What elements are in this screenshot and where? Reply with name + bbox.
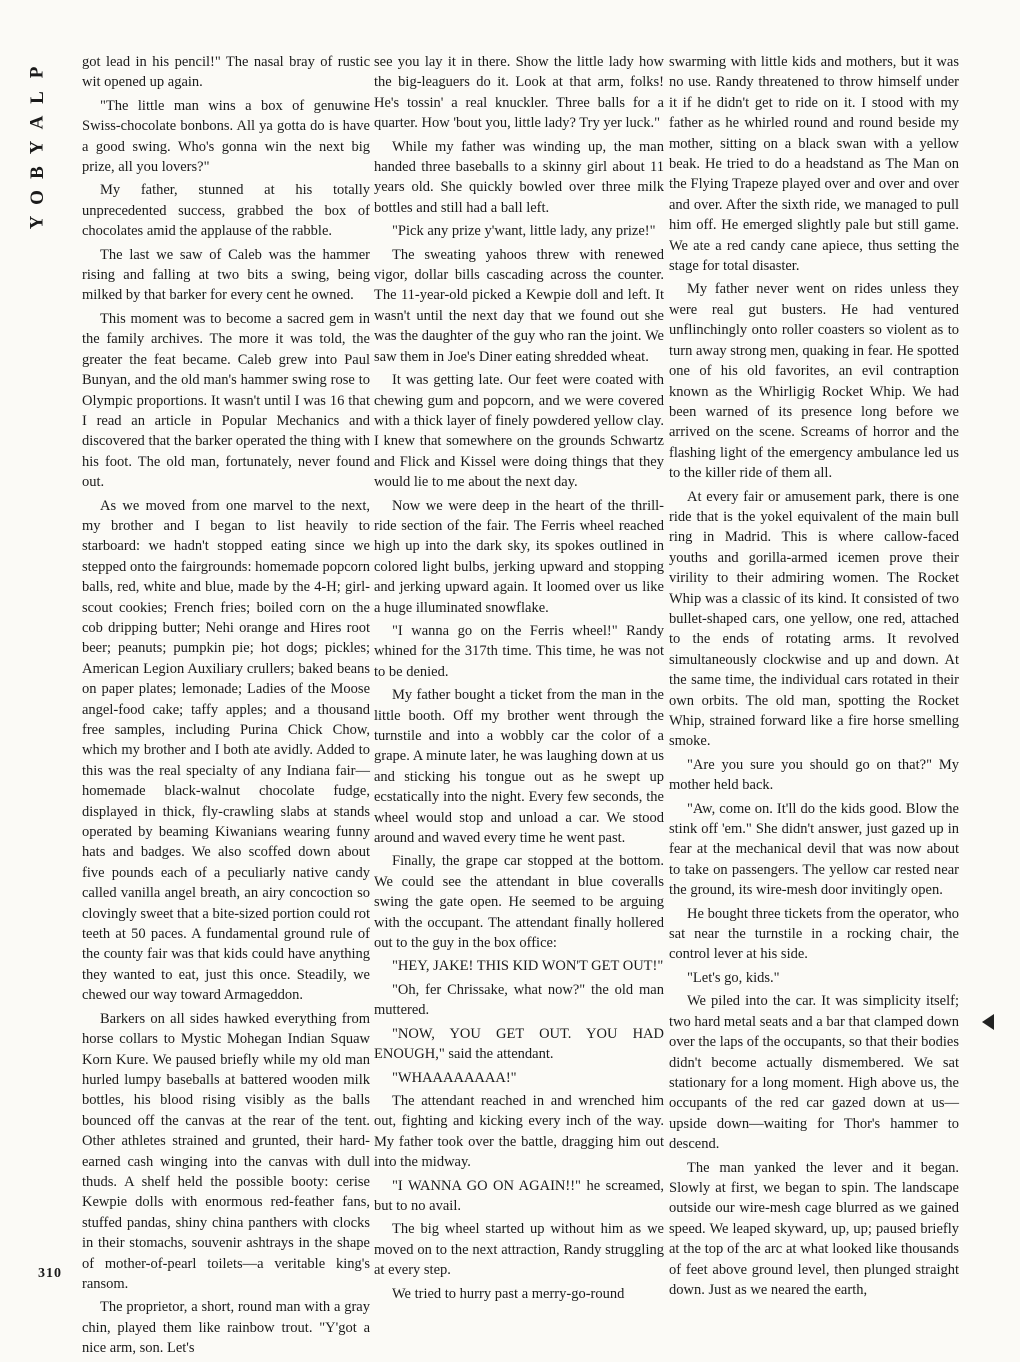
running-head-letter: Y bbox=[26, 140, 48, 155]
paragraph: He bought three tickets from the operator, who sat near the turnstile in a rocking chair, the control lever at his side. bbox=[669, 905, 959, 963]
paragraph: As we moved from one marvel to the next, my brother and I began to list heavily to starboard: we hadn't stopped eating since we stepped onto the fairgrounds: homemade popcorn balls, red, white and blue, made by the 4-H; girl-scout cookies; French fries; boiled corn on the cob dripping butter; Nehi orange and Hires root beer; peanuts; pumpkin pie; hot dogs; pickles; American Legion Auxiliary crullers; baked beans on paper plates; lemonade; Ladies of the Moose angel-food cake; taffy apples; and a thousand free samples, including Purina Chick Chow, which my brother and I both ate avidly. Added to this was the real specialty of any Indiana fair—homemade black-walnut chocolate fudge, displayed in thick, fly-crawling slabs at stands operated by beaming Kiwanians wearing funny hats and badges. We also scoffed down about five pounds each of a peculiarly native candy called vanilla angel breath, an airy concoction so clovingly sweet that a bite-sized portion could rot teeth at 50 paces. A fundamental ground rule of the county fair was that kids could have anything they wanted to eat, just this once. Steadily, we chewed our way toward Armageddon. bbox=[82, 497, 370, 1004]
paragraph: "Pick any prize y'want, little lady, any prize!" bbox=[392, 223, 656, 240]
paragraph: "I wanna go on the Ferris wheel!" Randy whined for the 317th time. This time, he was not to be denied. bbox=[374, 622, 664, 680]
paragraph: swarming with little kids and mothers, but it was no use. Randy threatened to throw himself under it if he didn't get to ride on it. I stood with my father as he whirled round and round beside my mother, sitting on a black swan with a yellow beak. He tried to do a headstand as The Man on the Flying Trapeze played over and over and over and over. After the sixth ride, we managed to pull him off. He emerged slightly pale but still game. We ate a red candy cane apiece, thus setting the stage for total disaster. bbox=[669, 54, 959, 275]
paragraph: We piled into the car. It was simplicity itself; two hard metal seats and a bar that clamped down over the laps of the occupants, so that their bodies didn't become actually dismembered. We sat stationary for a long moment. High above us, the occupants of the red car gazed down at us—upside down—waiting for Thor's hammer to descend. bbox=[669, 993, 959, 1153]
paragraph: While my father was winding up, the man handed three baseballs to a skinny girl about 11 years old. She quickly bowled over three milk bottles and still had a ball left. bbox=[374, 138, 664, 216]
text-column-3 bbox=[669, 52, 959, 1303]
paragraph: The big wheel started up without him as we moved on to the next attraction, Randy struggling at every step. bbox=[374, 1221, 664, 1279]
running-head-letter: P bbox=[26, 66, 48, 79]
paragraph: This moment was to become a sacred gem in the family archives. The more it was told, the greater the feat became. Caleb grew into Paul Bunyan, and the old man's hammer swing rose to Olympic proportions. It wasn't until I was 16 that I read an article in Popular Mechanics and discovered that the barker operated the thing with his foot. The old man, fortunately, never found out. bbox=[82, 310, 370, 491]
paragraph: see you lay it in there. Show the little lady how the big-leaguers do it. Look at that arm, folks! He's tossin' a real knuckler. Three balls for a quarter. How 'bout you, little lady? Try yer luck." bbox=[374, 54, 664, 132]
paragraph: Finally, the grape car stopped at the bottom. We could see the attendant in blue coveralls swing the gate open. He seemed to be arguing with the occupant. The attendant finally hollered out to the guy in the box office: bbox=[374, 853, 664, 952]
paragraph: My father, stunned at his totally unprecedented success, grabbed the box of chocolates amid the applause of the rabble. bbox=[82, 182, 370, 240]
page-number: 310 bbox=[38, 1266, 62, 1281]
paragraph: My father never went on rides unless they were real gut busters. He had ventured unflinchingly onto roller coasters so violent as to turn away strong men, quaking in fear. He spotted one of his old favorites, an evil contraption known as the Whirligig Rocket Whip. We had been warned of its presence long before we arrived on the scene. Screams of horror and the flashing light of the emergency ambulance led us to the killer ride of them all. bbox=[669, 281, 959, 482]
paragraph: "WHAAAAAAAA!" bbox=[392, 1069, 517, 1086]
paragraph: "Aw, come on. It'll do the kids good. Blow the stink off 'em." She didn't answer, just gazed up in fear at the mechanical devil that was now about to take on passengers. The yellow car rested near the ground, its wire-mesh door invitingly open. bbox=[669, 800, 959, 899]
paragraph: got lead in his pencil!" The nasal bray of rustic wit opened up again. bbox=[82, 54, 370, 91]
paragraph: We tried to hurry past a merry-go-round bbox=[392, 1285, 625, 1302]
running-head bbox=[24, 60, 50, 235]
paragraph: The man yanked the lever and it began. Slowly at first, we began to spin. The landscape outside our wire-mesh cage blurred as we gained speed. We leaped skyward, up, up; paused briefly at the top of the arc at what looked like thousands of feet above ground level, then plunged straight down. Just as we neared the earth, bbox=[669, 1159, 959, 1298]
margin-arrow-icon bbox=[982, 1014, 994, 1030]
paragraph: It was getting late. Our feet were coated with chewing gum and popcorn, and we were covered with a thick layer of finely powdered yellow clay. I knew that somewhere on the grounds Schwartz and Flick and Kissel were doing things that they would lie to me about the next day. bbox=[374, 372, 664, 491]
paragraph: "HEY, JAKE! THIS KID WON'T GET OUT!" bbox=[392, 958, 664, 975]
paragraph: The proprietor, a short, round man with a gray chin, played them like rainbow trout. "Y'got a nice arm, son. Let's bbox=[82, 1299, 370, 1357]
paragraph: "I WANNA GO ON AGAIN!!" he screamed, but to no avail. bbox=[374, 1177, 664, 1214]
text-column-1 bbox=[82, 52, 370, 1362]
paragraph: At every fair or amusement park, there is one ride that is the yokel equivalent of the main bull ring in Madrid. This is where callow-faced youths and gorilla-armed icemen prove their virility to their admiring women. The Rocket Whip was a classic of its kind. It consisted of two bullet-shaped cars, one yellow, one red, attached to the ends of rotating arms. It revolved simultaneously clockwise and up and down. At the same time, the individual cars rotated in their own orbits. The old man, spotting the Rocket Whip, strained forward like a fire horse smelling smoke. bbox=[669, 488, 959, 750]
paragraph: "NOW, YOU GET OUT. YOU HAD ENOUGH," said the attendant. bbox=[374, 1025, 664, 1063]
paragraph: Barkers on all sides hawked everything from horse collars to Mystic Mohegan Indian Squaw Korn Kure. We paused briefly while my old man hurled lumpy baseballs at battered wooden milk bottles, his blood rising visibly as the balls bounced off the canvas at the rear of the tent. Other athletes strained and grunted, their hard-earned cash winging into the canvas with dull thuds. A shelf held the possible booty: cerise Kewpie dolls with enormous red-feather fans, stuffed pandas, shiny china panthers with clocks in their stomachs, souvenir ashtrays in the shape of mother-of-pearl toilets—a veritable king's ransom. bbox=[82, 1010, 370, 1292]
paragraph: My father bought a ticket from the man in the little booth. Off my brother went through the turnstile and into a wobbly car the color of a grape. A minute later, he was laughing down at us and sticking his tongue out as he swept up ecstatically into the night. Every few seconds, the wheel would stop and unload a car. We stood around and waved every time he went past. bbox=[374, 687, 664, 847]
paragraph: The sweating yahoos threw with renewed vigor, dollar bills cascading across the counter. The 11-year-old picked a Kewpie doll and left. It wasn't until the next day that we found out she was the daughter of the guy who ran the joint. We saw them in Joe's Diner eating shredded wheat. bbox=[374, 246, 664, 365]
running-head-letter: A bbox=[26, 115, 48, 130]
paragraph: The attendant reached in and wrenched him out, fighting and kicking every inch of the way. My father took over the battle, dragging him out into the midway. bbox=[374, 1092, 664, 1171]
paragraph: The last we saw of Caleb was the hammer rising and falling at two bits a swing, being milked by that barker for every cent he owned. bbox=[82, 246, 370, 304]
running-head-letter: O bbox=[26, 190, 48, 205]
paragraph: "Let's go, kids." bbox=[687, 969, 780, 986]
paragraph: "The little man wins a box of genuwine Swiss-chocolate bonbons. All ya gotta do is have a good swing. Who's gonna win the next big prize, all you lovers?" bbox=[82, 97, 370, 176]
paragraph: "Are you sure you should go on that?" My mother held back. bbox=[669, 756, 959, 794]
running-head-letter: B bbox=[26, 166, 48, 179]
paragraph: Now we were deep in the heart of the thrill-ride section of the fair. The Ferris wheel reached high up into the dark sky, its spokes outlined in colored light bulbs, jerking upward and stopping and jerking upward again. It loomed over us like a huge illuminated snowflake. bbox=[374, 497, 664, 616]
text-column-2 bbox=[374, 52, 664, 1307]
paragraph: "Oh, fer Chrissake, what now?" the old man muttered. bbox=[374, 981, 664, 1019]
running-head-letter: Y bbox=[26, 215, 48, 230]
running-head-letter: L bbox=[26, 91, 48, 104]
